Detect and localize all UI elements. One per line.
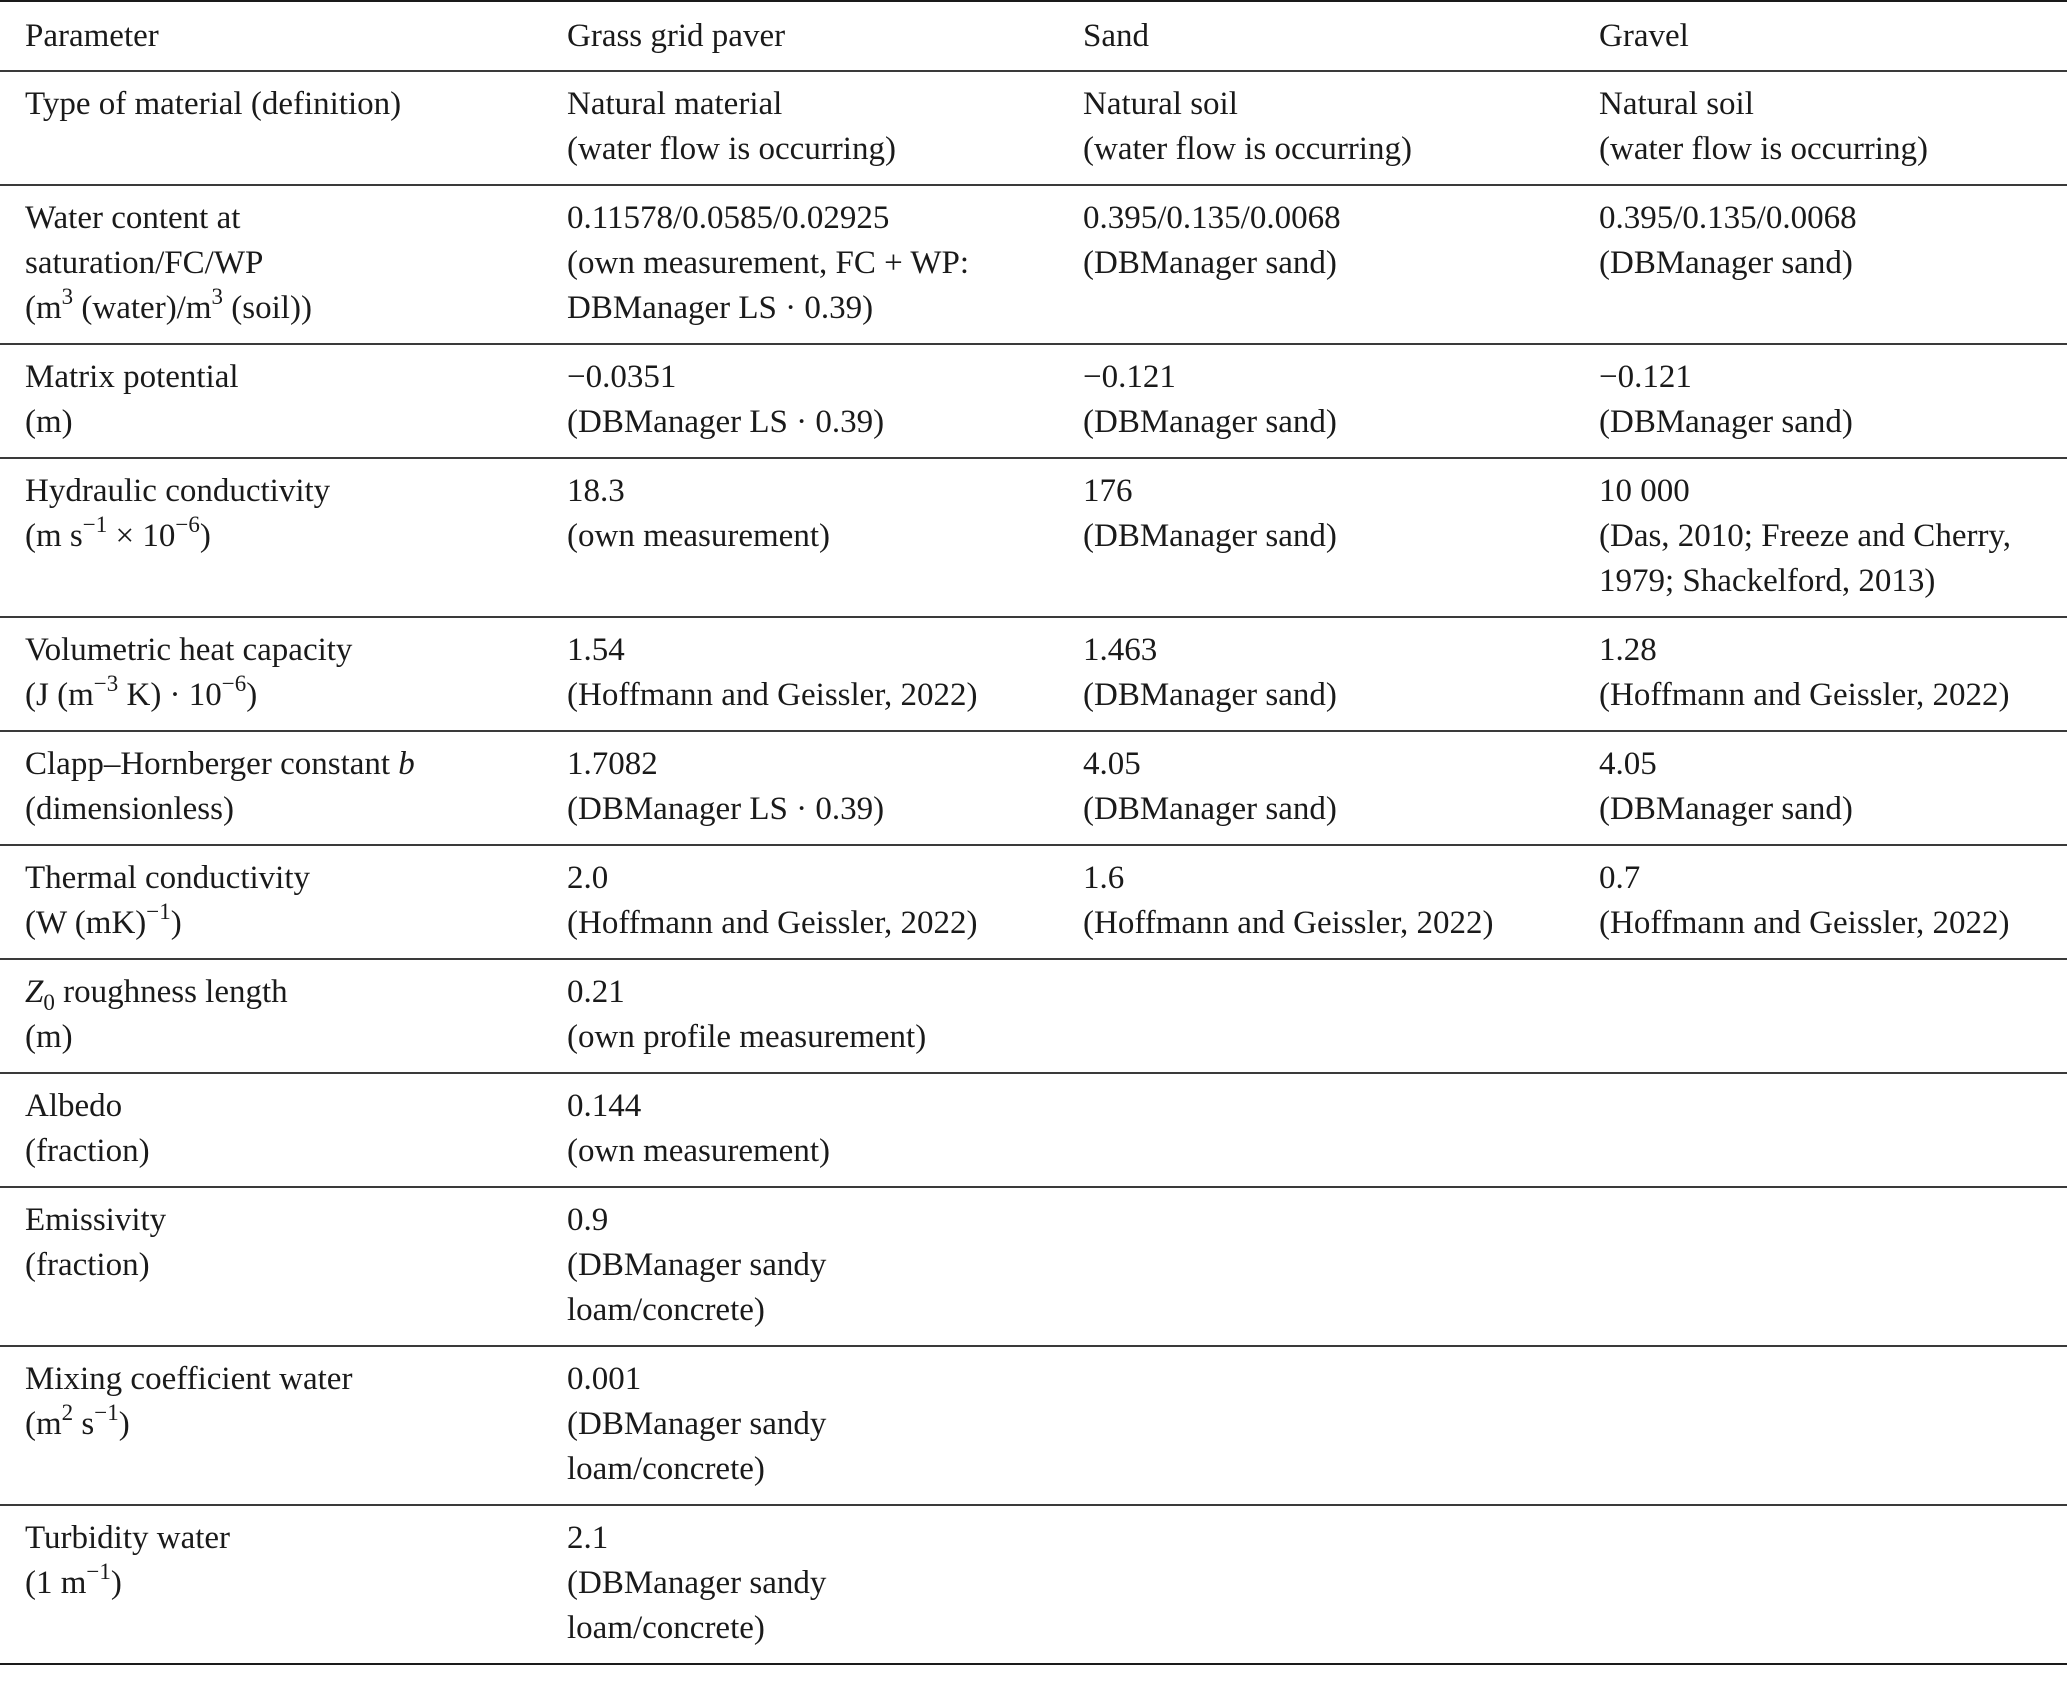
unit-exponent: 3 <box>211 284 224 309</box>
cell-source: (own measurement) <box>567 518 830 554</box>
cell-sand <box>1058 731 1574 845</box>
parameter-line: (dimensionless) <box>25 791 234 827</box>
unit-text: ) <box>110 1565 122 1601</box>
unit-text: (1 m <box>25 1565 87 1601</box>
cell-gravel <box>1574 731 2067 845</box>
cell-grass-grid-paver <box>542 617 1058 731</box>
cell-source: (DBManager sand) <box>1599 245 1853 281</box>
parameter-unit <box>25 901 542 946</box>
cell-value: 2.1 <box>567 1520 609 1556</box>
parameter-line: (fraction) <box>25 1133 150 1169</box>
cell-source: (Hoffmann and Geissler, 2022) <box>1599 677 2010 713</box>
parameter-name: Albedo <box>25 1088 123 1124</box>
cell-value: 0.395/0.135/0.0068 <box>1083 200 1341 236</box>
table-row <box>0 1505 2067 1664</box>
table-header-row <box>0 1 2067 71</box>
table-row <box>0 344 2067 458</box>
unit-exponent: −6 <box>175 512 200 537</box>
cell-source: 1979; Shackelford, 2013) <box>1599 563 1936 599</box>
cell-grass-grid-paver <box>542 185 1058 344</box>
unit-text: ) <box>246 677 258 713</box>
parameter-line: (fraction) <box>25 1247 150 1283</box>
cell-source: (DBManager sandy <box>567 1247 827 1283</box>
cell-source: (own measurement) <box>567 1133 830 1169</box>
cell-sand <box>1058 1505 1574 1664</box>
unit-text: (W (mK) <box>25 905 147 941</box>
cell-source: (water flow is occurring) <box>1083 131 1412 167</box>
unit-exponent: −1 <box>82 512 108 537</box>
cell-parameter <box>0 1073 542 1187</box>
cell-source: (water flow is occurring) <box>1599 131 1928 167</box>
cell-source: (DBManager sand) <box>1083 791 1337 827</box>
cell-value: 1.7082 <box>567 746 658 782</box>
cell-source: (DBManager sand) <box>1599 791 1853 827</box>
parameter-symbol: b <box>398 746 415 782</box>
parameter-name <box>25 742 542 787</box>
unit-text: (m <box>25 290 62 326</box>
parameter-symbol: Z <box>25 974 44 1010</box>
cell-sand <box>1058 845 1574 959</box>
cell-parameter <box>0 71 542 185</box>
table-row <box>0 1073 2067 1187</box>
cell-parameter <box>0 1187 542 1346</box>
cell-value: −0.0351 <box>567 359 677 395</box>
cell-gravel <box>1574 458 2067 617</box>
cell-value: Natural material <box>567 86 783 122</box>
cell-grass-grid-paver <box>542 1187 1058 1346</box>
unit-text: ) <box>118 1406 130 1442</box>
cell-gravel <box>1574 344 2067 458</box>
cell-source: loam/concrete) <box>567 1292 765 1328</box>
cell-grass-grid-paver <box>542 959 1058 1073</box>
cell-source: (DBManager sand) <box>1083 518 1337 554</box>
cell-value: 1.6 <box>1083 860 1125 896</box>
cell-grass-grid-paver <box>542 1346 1058 1505</box>
cell-gravel <box>1574 1187 2067 1346</box>
cell-gravel <box>1574 1346 2067 1505</box>
unit-text: (J (m <box>25 677 94 713</box>
cell-value: Natural soil <box>1083 86 1238 122</box>
cell-sand <box>1058 959 1574 1073</box>
cell-gravel <box>1574 1505 2067 1664</box>
cell-source: (DBManager sand) <box>1083 677 1337 713</box>
unit-exponent: 2 <box>61 1400 74 1425</box>
cell-grass-grid-paver <box>542 1073 1058 1187</box>
cell-gravel <box>1574 71 2067 185</box>
parameter-name: Thermal conductivity <box>25 860 310 896</box>
cell-source: (DBManager LS · 0.39) <box>567 404 885 440</box>
table-body <box>0 71 2067 1664</box>
cell-source: (Hoffmann and Geissler, 2022) <box>567 677 978 713</box>
cell-value: 10 000 <box>1599 473 1690 509</box>
cell-value: 18.3 <box>567 473 625 509</box>
parameter-line: (m) <box>25 404 73 440</box>
parameter-name: Volumetric heat capacity <box>25 632 353 668</box>
unit-text: (soil)) <box>223 290 312 326</box>
table-row <box>0 185 2067 344</box>
unit-exponent: −1 <box>86 1559 111 1584</box>
cell-grass-grid-paver <box>542 458 1058 617</box>
unit-text: (water)/m <box>73 290 212 326</box>
unit-text: K) · 10 <box>118 677 222 713</box>
cell-value: 1.28 <box>1599 632 1657 668</box>
parameter-name <box>25 970 542 1015</box>
cell-value: 0.001 <box>567 1361 642 1397</box>
cell-source: (Das, 2010; Freeze and Cherry, <box>1599 518 2012 554</box>
table-row <box>0 1187 2067 1346</box>
cell-source: (DBManager sandy <box>567 1565 827 1601</box>
parameter-unit <box>25 673 542 718</box>
parameter-unit <box>25 1402 542 1447</box>
table-row <box>0 71 2067 185</box>
parameter-unit <box>25 1561 542 1606</box>
cell-source: (DBManager LS · 0.39) <box>567 791 885 827</box>
parameter-name: Hydraulic conductivity <box>25 473 331 509</box>
cell-parameter <box>0 1346 542 1505</box>
cell-sand <box>1058 1187 1574 1346</box>
cell-value: 4.05 <box>1599 746 1657 782</box>
unit-text: s <box>73 1406 95 1442</box>
cell-parameter <box>0 845 542 959</box>
table-row <box>0 1346 2067 1505</box>
unit-text: (m s <box>25 518 83 554</box>
cell-source: (Hoffmann and Geissler, 2022) <box>1083 905 1494 941</box>
table-row <box>0 731 2067 845</box>
cell-source: (DBManager sandy <box>567 1406 827 1442</box>
unit-exponent: −1 <box>94 1400 119 1425</box>
cell-source: (Hoffmann and Geissler, 2022) <box>567 905 978 941</box>
parameter-unit <box>25 286 542 331</box>
parameter-line: saturation/FC/WP <box>25 245 264 281</box>
parameter-name: Mixing coefficient water <box>25 1361 353 1397</box>
table-row <box>0 617 2067 731</box>
cell-parameter <box>0 617 542 731</box>
cell-source: (water flow is occurring) <box>567 131 896 167</box>
cell-sand <box>1058 458 1574 617</box>
parameter-name: Emissivity <box>25 1202 167 1238</box>
cell-parameter <box>0 1505 542 1664</box>
cell-source: loam/concrete) <box>567 1451 765 1487</box>
cell-value: 2.0 <box>567 860 609 896</box>
cell-value: 4.05 <box>1083 746 1141 782</box>
unit-exponent: −3 <box>93 671 119 696</box>
unit-text: × 10 <box>107 518 176 554</box>
parameter-name: Type of material (definition) <box>25 86 402 122</box>
parameter-line: (m) <box>25 1019 73 1055</box>
cell-value: Natural soil <box>1599 86 1754 122</box>
cell-parameter <box>0 185 542 344</box>
cell-value: 0.7 <box>1599 860 1641 896</box>
cell-source: (own profile measurement) <box>567 1019 927 1055</box>
cell-source: (DBManager sand) <box>1083 404 1337 440</box>
unit-text: (m <box>25 1406 62 1442</box>
column-header-gravel: Gravel <box>1574 1 2067 71</box>
cell-value: 176 <box>1083 473 1133 509</box>
cell-gravel <box>1574 617 2067 731</box>
cell-value: 0.395/0.135/0.0068 <box>1599 200 1857 236</box>
cell-source: (own measurement, FC + WP: <box>567 245 970 281</box>
parameter-name: Water content at <box>25 200 241 236</box>
cell-value: −0.121 <box>1083 359 1176 395</box>
column-header-parameter: Parameter <box>0 1 542 71</box>
cell-value: 0.11578/0.0585/0.02925 <box>567 200 890 236</box>
unit-exponent: −6 <box>221 671 247 696</box>
cell-source: (DBManager sand) <box>1083 245 1337 281</box>
parameter-name: Turbidity water <box>25 1520 231 1556</box>
column-header-grass-grid-paver: Grass grid paver <box>542 1 1058 71</box>
cell-grass-grid-paver <box>542 344 1058 458</box>
cell-parameter <box>0 458 542 617</box>
parameter-name-text: roughness length <box>54 974 288 1010</box>
cell-parameter <box>0 959 542 1073</box>
cell-grass-grid-paver <box>542 731 1058 845</box>
cell-value: 1.463 <box>1083 632 1158 668</box>
parameter-name: Matrix potential <box>25 359 239 395</box>
cell-value: 0.9 <box>567 1202 609 1238</box>
cell-source: (Hoffmann and Geissler, 2022) <box>1599 905 2010 941</box>
parameter-name-text: Clapp–Hornberger constant <box>25 746 399 782</box>
cell-sand <box>1058 617 1574 731</box>
cell-value: 0.21 <box>567 974 625 1010</box>
table-row <box>0 845 2067 959</box>
cell-parameter <box>0 731 542 845</box>
cell-source: loam/concrete) <box>567 1610 765 1646</box>
cell-sand <box>1058 1073 1574 1187</box>
cell-grass-grid-paver <box>542 845 1058 959</box>
column-header-sand: Sand <box>1058 1 1574 71</box>
unit-text: ) <box>199 518 211 554</box>
cell-source: (DBManager sand) <box>1599 404 1853 440</box>
table-row <box>0 959 2067 1073</box>
cell-gravel <box>1574 845 2067 959</box>
cell-sand <box>1058 71 1574 185</box>
cell-gravel <box>1574 1073 2067 1187</box>
cell-sand <box>1058 185 1574 344</box>
cell-value: −0.121 <box>1599 359 1692 395</box>
parameter-subscript: 0 <box>43 990 55 1015</box>
cell-value: 0.144 <box>567 1088 642 1124</box>
unit-exponent: −1 <box>146 899 171 924</box>
cell-source: DBManager LS · 0.39) <box>567 290 874 326</box>
cell-sand <box>1058 344 1574 458</box>
parameter-unit <box>25 514 542 559</box>
table-row <box>0 458 2067 617</box>
unit-text: ) <box>170 905 182 941</box>
cell-grass-grid-paver <box>542 71 1058 185</box>
cell-gravel <box>1574 185 2067 344</box>
unit-exponent: 3 <box>61 284 74 309</box>
cell-value: 1.54 <box>567 632 625 668</box>
cell-sand <box>1058 1346 1574 1505</box>
cell-gravel <box>1574 959 2067 1073</box>
cell-grass-grid-paver <box>542 1505 1058 1664</box>
cell-parameter <box>0 344 542 458</box>
